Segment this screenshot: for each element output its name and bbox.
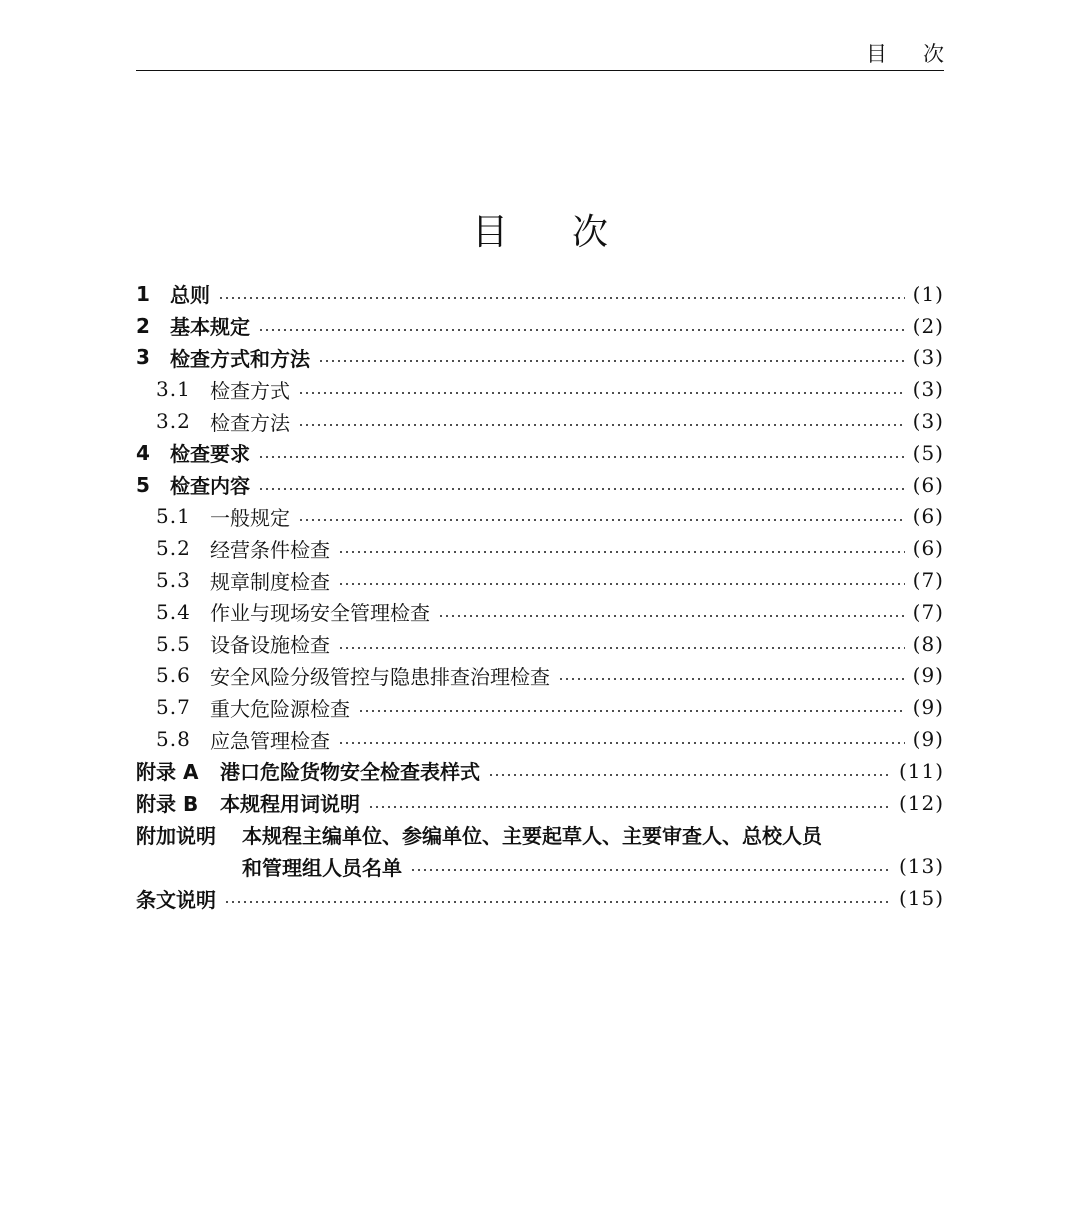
- toc-entry-title: 本规程主编单位、参编单位、主要起草人、主要审查人、总校人员: [242, 823, 822, 848]
- toc-entry-title-continued: 和管理组人员名单: [242, 855, 402, 880]
- toc-entry-page: (6): [912, 504, 944, 529]
- dot-leader: [298, 392, 905, 394]
- toc-entry-number: 5.6: [156, 663, 191, 688]
- toc-entry-number: 5.2: [156, 536, 191, 561]
- toc-entry-title: 检查方式: [210, 378, 290, 403]
- toc-entry-title: 安全风险分级管控与隐患排查治理检查: [210, 664, 550, 689]
- toc-entry-title: 规章制度检查: [210, 569, 330, 594]
- toc-entry-number: 附录 A: [136, 760, 199, 785]
- toc-entry-title: 检查方法: [210, 410, 290, 435]
- running-head-char-2: 次: [923, 42, 944, 66]
- toc-entry-3[interactable]: [136, 342, 944, 374]
- toc-entry-appendix-b[interactable]: [136, 787, 944, 819]
- toc-entry-page: (5): [912, 440, 944, 465]
- toc-entry-title: 重大危险源检查: [210, 696, 350, 721]
- toc-entry-page: (6): [912, 472, 944, 497]
- dot-leader: [318, 360, 905, 362]
- toc-entry-title: 本规程用词说明: [220, 792, 360, 817]
- dot-leader: [224, 901, 891, 903]
- toc-entry-5[interactable]: [136, 469, 944, 501]
- page-title-char-2: 次: [572, 212, 609, 253]
- toc-entry-number: 5.5: [156, 631, 191, 656]
- running-head: [866, 38, 944, 68]
- toc-entry-page: (9): [912, 663, 944, 688]
- page-title: [0, 204, 1080, 255]
- toc-entry-article-explanations[interactable]: [136, 882, 944, 914]
- toc-entry-page: (3): [912, 409, 944, 434]
- toc-entry-title: 设备设施检查: [210, 633, 330, 658]
- toc-entry-page: (12): [898, 790, 944, 815]
- toc-entry-1[interactable]: [136, 278, 944, 310]
- toc-entry-page: (9): [912, 695, 944, 720]
- toc-entry-number: 3: [136, 345, 150, 370]
- toc-entry-title: 应急管理检查: [210, 728, 330, 753]
- toc-entry-title: 经营条件检查: [210, 537, 330, 562]
- dot-leader: [558, 678, 905, 680]
- dot-leader: [358, 710, 905, 712]
- toc-entry-page: (15): [898, 886, 944, 911]
- toc-entry-page: (13): [898, 854, 944, 879]
- toc-entry-5-1[interactable]: [136, 501, 944, 533]
- toc-entry-5-5[interactable]: [136, 628, 944, 660]
- toc-entry-number: 3.1: [156, 377, 191, 402]
- dot-leader: [368, 806, 891, 808]
- toc-entry-number: 5.8: [156, 727, 191, 752]
- toc-entry-number: 5: [136, 472, 150, 497]
- toc-entry-5-2[interactable]: [136, 532, 944, 564]
- toc-entry-5-8[interactable]: [136, 723, 944, 755]
- toc-entry-title: 检查方式和方法: [170, 346, 310, 371]
- toc-entry-page: (2): [912, 313, 944, 338]
- toc-entry-title: 检查要求: [170, 442, 250, 467]
- dot-leader: [218, 297, 905, 299]
- dot-leader: [338, 742, 905, 744]
- toc-entry-3-2[interactable]: [136, 405, 944, 437]
- toc-entry-page: (3): [912, 345, 944, 370]
- toc-entry-number: 4: [136, 440, 150, 465]
- toc-entry-number: 1: [136, 281, 150, 306]
- toc-entry-5-4[interactable]: [136, 596, 944, 628]
- toc-entry-page: (1): [912, 281, 944, 306]
- toc-entry-4[interactable]: [136, 437, 944, 469]
- toc-entry-title: 检查内容: [170, 474, 250, 499]
- dot-leader: [338, 647, 905, 649]
- toc-entry-page: (7): [912, 599, 944, 624]
- dot-leader: [338, 551, 905, 553]
- toc-entry-page: (3): [912, 377, 944, 402]
- dot-leader: [258, 329, 905, 331]
- toc-entry-number: 5.1: [156, 504, 191, 529]
- toc-entry-number: 附录 B: [136, 792, 199, 817]
- toc-entry-title: 港口危险货物安全检查表样式: [220, 760, 480, 785]
- header-rule: [136, 70, 944, 71]
- toc-entry-5-3[interactable]: [136, 564, 944, 596]
- toc-entry-page: (11): [898, 758, 944, 783]
- toc-entry-2[interactable]: [136, 310, 944, 342]
- toc-entry-3-1[interactable]: [136, 373, 944, 405]
- toc-entry-number: 附加说明: [136, 823, 216, 848]
- dot-leader: [338, 583, 905, 585]
- toc-entry-title: 总则: [170, 283, 210, 308]
- toc-entry-number: 2: [136, 313, 150, 338]
- toc-entry-additional-notes[interactable]: [136, 819, 944, 851]
- toc-entry-number: 3.2: [156, 409, 191, 434]
- toc-entry-title: 基本规定: [170, 315, 250, 340]
- running-head-char-1: 目: [866, 42, 887, 66]
- toc-entry-page: (6): [912, 536, 944, 561]
- dot-leader: [298, 519, 905, 521]
- dot-leader: [258, 488, 905, 490]
- dot-leader: [258, 456, 905, 458]
- toc-entry-5-7[interactable]: [136, 691, 944, 723]
- dot-leader: [298, 424, 905, 426]
- toc-entry-page: (9): [912, 727, 944, 752]
- toc-entry-number: 5.4: [156, 599, 191, 624]
- toc-entry-number: 5.7: [156, 695, 191, 720]
- toc-entry-page: (7): [912, 568, 944, 593]
- toc-entry-title: 一般规定: [210, 505, 290, 530]
- toc-entry-5-6[interactable]: [136, 660, 944, 692]
- toc-entry-title: 条文说明: [136, 887, 216, 912]
- dot-leader: [410, 869, 891, 871]
- toc-entry-appendix-a[interactable]: [136, 755, 944, 787]
- toc-entry-title: 作业与现场安全管理检查: [210, 601, 430, 626]
- toc-entry-number: 5.3: [156, 568, 191, 593]
- toc-entry-additional-notes-continued[interactable]: [136, 850, 944, 882]
- page-title-char-1: 目: [471, 212, 508, 253]
- table-of-contents: [136, 278, 944, 914]
- dot-leader: [488, 774, 891, 776]
- dot-leader: [438, 615, 905, 617]
- toc-entry-page: (8): [912, 631, 944, 656]
